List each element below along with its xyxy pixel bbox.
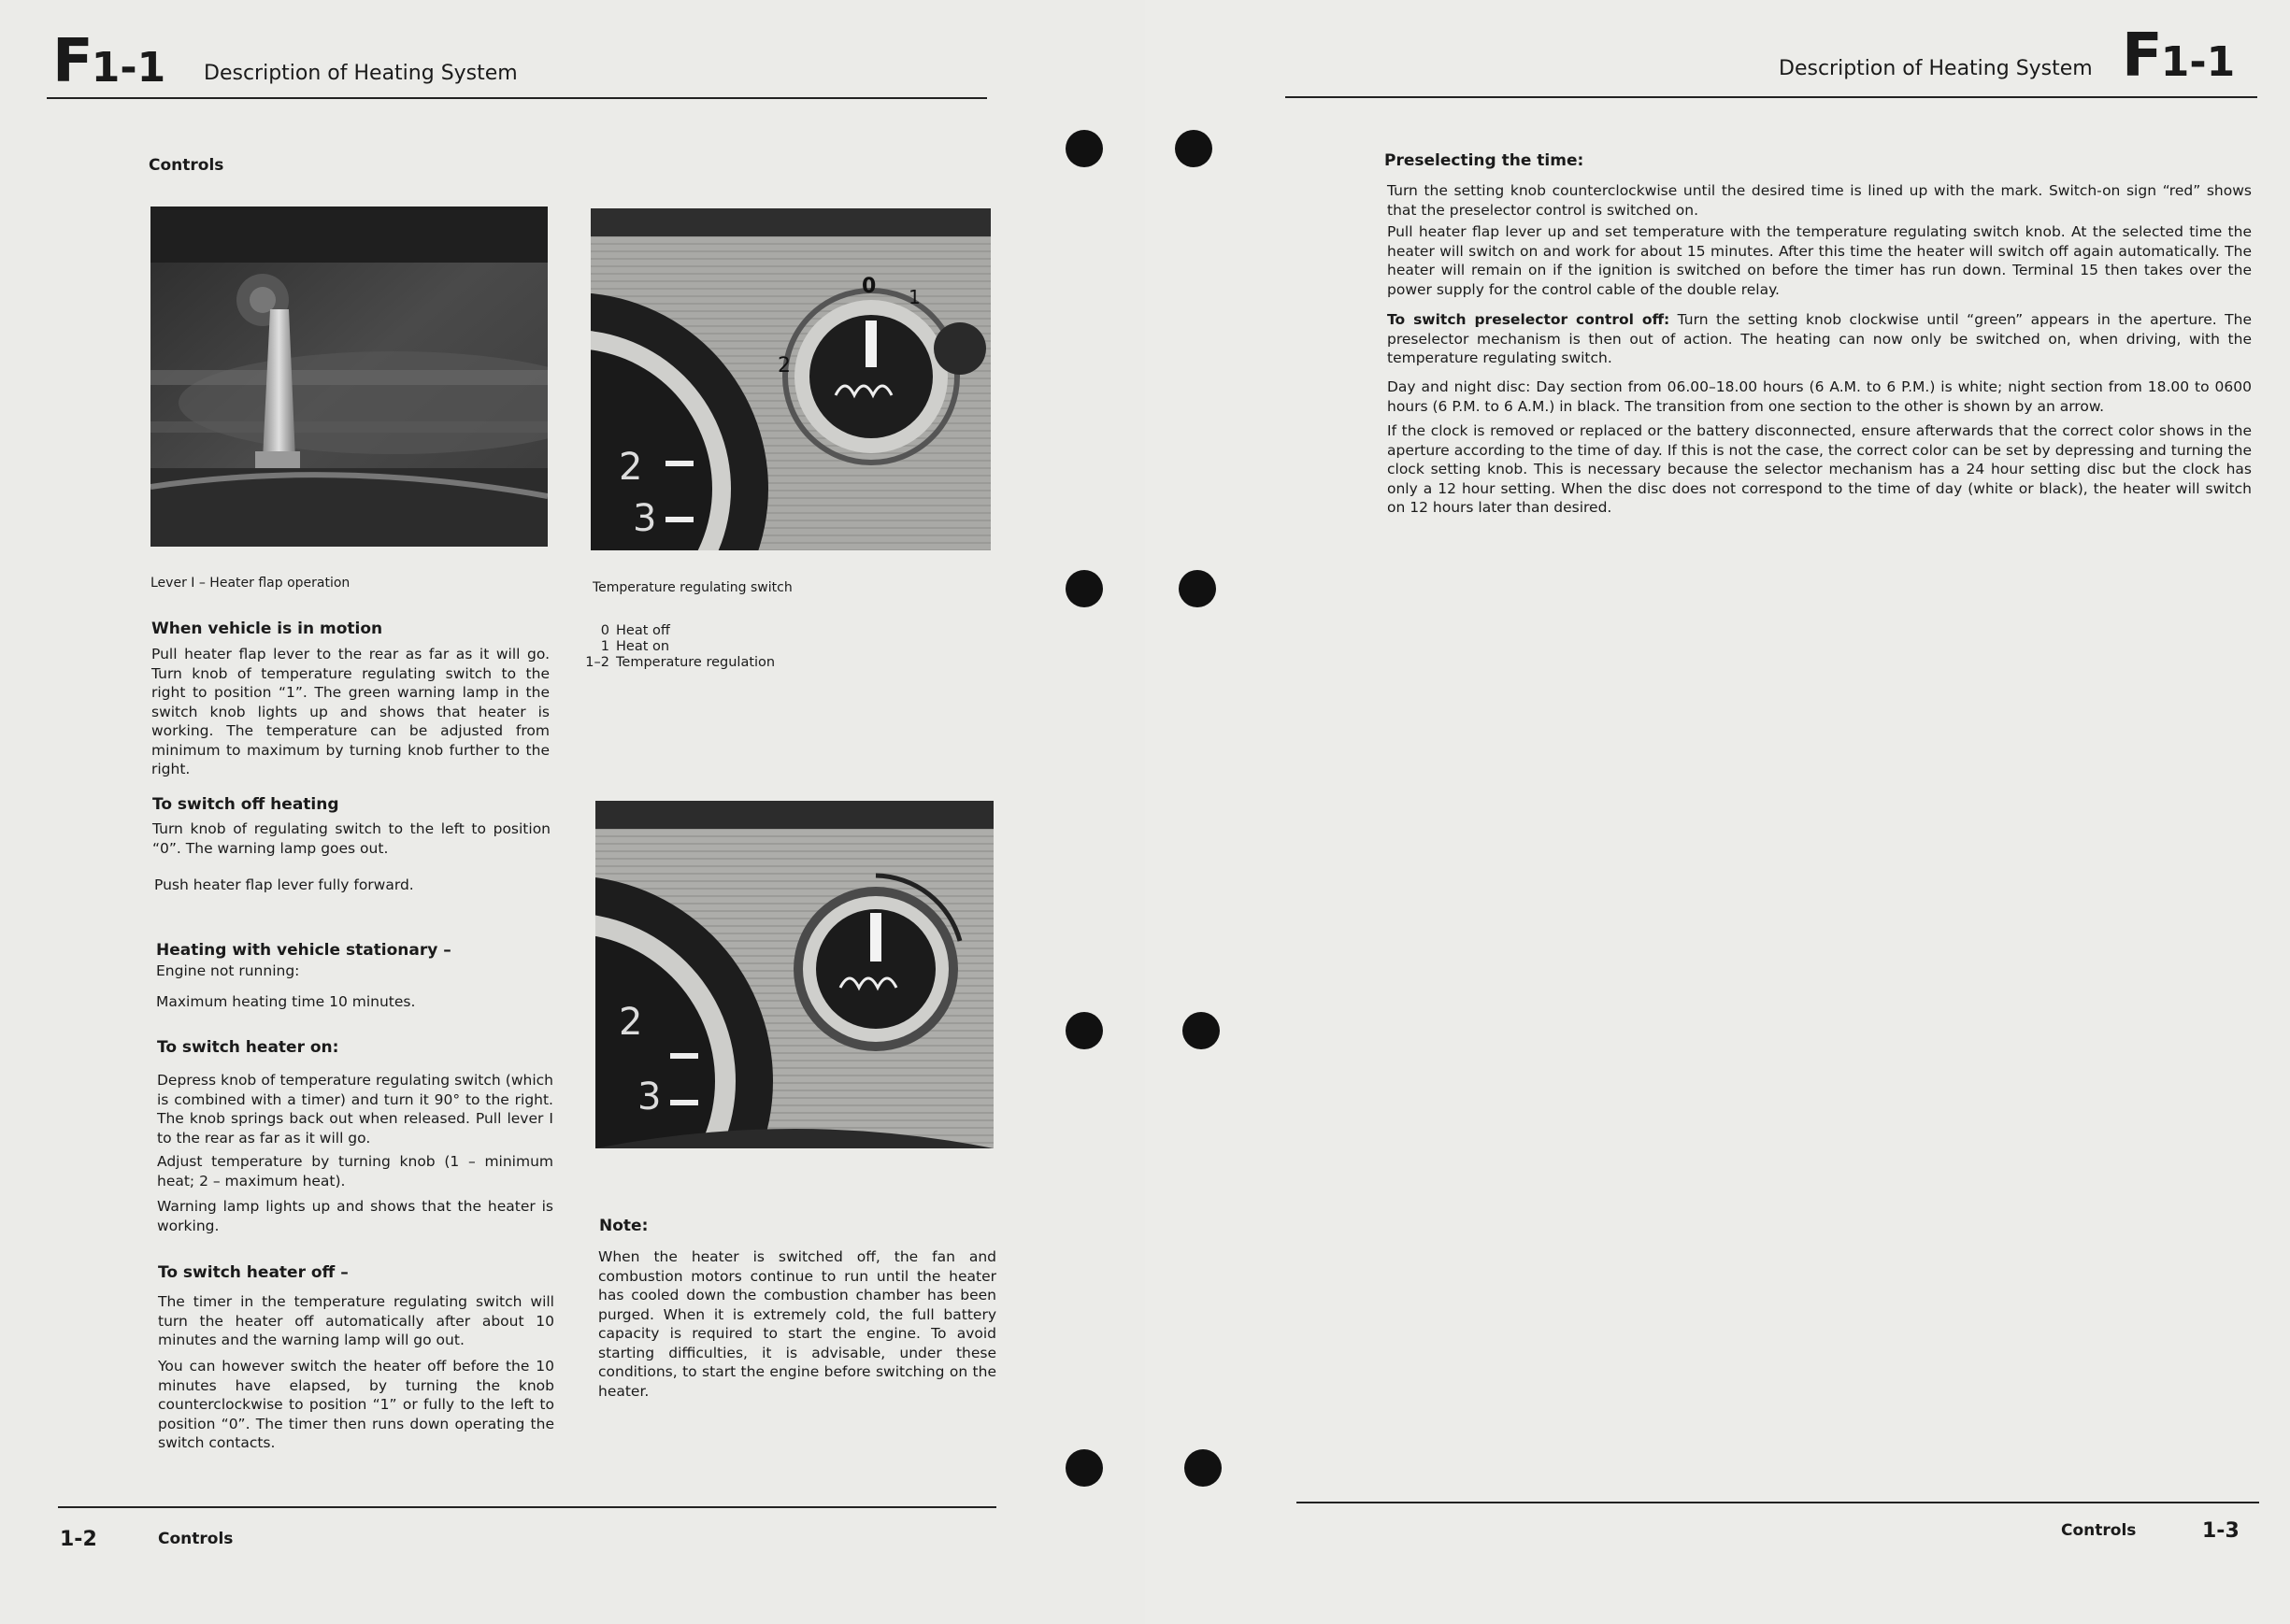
legend-row: 1 Heat on: [600, 639, 670, 654]
gauge-label-3: 3: [633, 497, 657, 540]
stationary-heading: Heating with vehicle stationary –: [156, 941, 451, 960]
binder-hole: [1066, 1012, 1103, 1049]
switch-legend: [585, 623, 775, 671]
switch-off-heating-text1: Turn knob of regulating switch to the left to position “0”. The warning lamp goes out.: [152, 820, 551, 857]
temperature-switch-photo: [591, 208, 991, 550]
binder-hole: [1066, 570, 1103, 607]
footer-label-left: Controls: [158, 1530, 234, 1548]
legend-row: 0 Heat off: [600, 623, 670, 638]
switch-on-text3: Warning lamp lights up and shows that the heater is working.: [157, 1198, 553, 1234]
legend-row: 1–2 Temperature regulation: [585, 655, 776, 670]
switch-on-text2: Adjust temperature by turning knob (1 – minimum heat; 2 – maximum heat).: [157, 1153, 553, 1190]
footer-rule-left: [58, 1506, 996, 1508]
switch-off-heater-text1: The timer in the temperature regulating switch will turn the heater off automatically after about 10 minutes and the warning lamp will go out.: [158, 1293, 554, 1348]
binder-hole: [1179, 570, 1216, 607]
switch-off-heating-text2: Push heater flap lever fully forward.: [154, 876, 414, 893]
page-number-left: 1-2: [60, 1528, 97, 1551]
switch-on-text1: Depress knob of temperature regulating switch (which is combined with a timer) and turn it 90° to the right. The knob springs back out when released. Pull lever I to the rear as far as it will go.: [157, 1072, 553, 1147]
section-code-right: F1-1: [2122, 21, 2236, 91]
binder-hole: [1182, 1012, 1220, 1049]
photo1-caption: Lever I – Heater flap operation: [150, 576, 351, 591]
switch-on-heading: To switch heater on:: [157, 1038, 339, 1057]
dial-label-0: 0: [862, 275, 877, 298]
switch-off-heater-heading: To switch heater off –: [158, 1263, 349, 1282]
note-heading: Note:: [599, 1217, 649, 1235]
switch-off-heater-text2: You can however switch the heater off before the 10 minutes have elapsed, by turning the knob counterclockwise to position “1” or fully to the left to position “0”. The timer then runs down operating the switch contacts.: [158, 1358, 554, 1451]
gauge-label-2-closeup: 2: [619, 1001, 643, 1044]
note-text: When the heater is switched off, the fan and combustion motors continue to run until the heater has cooled down the combustion chamber has been purged. When it is extremely cold, the full battery capacity is required to start the engine. To avoid starting difficulties, it is advisable, under these conditions, to start the engine before switching on the heater.: [598, 1248, 996, 1400]
heater-lever-photo: [150, 207, 548, 547]
day-night-text: Day and night disc: Day section from 06.00–18.00 hours (6 A.M. to 6 P.M.) is white; night section from 18.00 to 0600 hours (6 P.M. to 6 A.M.) in black. The transition from one section to the other is shown by an arrow.: [1387, 378, 2252, 415]
header-rule-right: [1285, 96, 2257, 98]
motion-heading: When vehicle is in motion: [151, 620, 383, 638]
stationary-sub: Engine not running:: [156, 962, 300, 979]
footer-label-right: Controls: [2061, 1521, 2137, 1540]
binder-hole: [1175, 130, 1212, 167]
right-page: [1145, 0, 2290, 1624]
dial-label-1: 1: [909, 286, 921, 308]
stationary-text: Maximum heating time 10 minutes.: [156, 993, 416, 1010]
preselect-off-text: [1387, 310, 2252, 368]
gauge-label-2: 2: [619, 446, 643, 489]
photo2-caption: Temperature regulating switch: [593, 580, 793, 595]
gauge-label-3-closeup: 3: [637, 1076, 662, 1118]
switch-off-heating-heading: To switch off heating: [152, 795, 339, 814]
section-code-left: F1-1: [52, 27, 166, 96]
binder-hole: [1184, 1449, 1222, 1487]
switch-closeup-photo: [595, 801, 994, 1148]
preselect-text1: Turn the setting knob counterclockwise until the desired time is lined up with the mark. Switch-on sign “red” shows that the preselector control is switched on.: [1387, 182, 2252, 219]
controls-heading: Controls: [149, 156, 224, 175]
preselect-heading: Preselecting the time:: [1384, 151, 1584, 170]
motion-text: Pull heater flap lever to the rear as far as it will go. Turn knob of temperature regulating switch to the right to position “1”. The green warning lamp in the switch knob lights up and shows that heater is working. The temperature can be adjusted from minimum to maximum by turning knob further to the right.: [151, 646, 550, 777]
header-title-left: Description of Heating System: [204, 62, 518, 85]
preselect-text2: Pull heater flap lever up and set temperature with the temperature regulating switch knob. At the selected time the heater will switch on and work for about 15 minutes. After this time the heater will switch off again automatically. The heater will remain on if the ignition is switched on before the timer has run down. Terminal 15 then takes over the power supply for the control cable of the double relay.: [1387, 223, 2252, 298]
header-title-right: Description of Heating System: [1779, 57, 2093, 80]
page-number-right: 1-3: [2202, 1519, 2240, 1543]
preselect-off-label: To switch preselector control off:: [1387, 311, 1670, 328]
binder-hole: [1066, 130, 1103, 167]
preselect-off-body: Turn the setting knob clockwise until “green” appears in the aperture. The preselector mechanism is then out of action. The heating can now only be switched on, when driving, with the temperature regulating switch.: [1387, 311, 2252, 366]
binder-hole: [1066, 1449, 1103, 1487]
footer-rule-right: [1296, 1502, 2259, 1503]
dial-label-2: 2: [778, 354, 791, 378]
header-rule-left: [47, 97, 987, 99]
clock-reset-text: If the clock is removed or replaced or the battery disconnected, ensure afterwards that the correct color shows in the aperture according to the time of day. If this is not the case, the correct color can be set by depressing and turning the clock setting knob. This is necessary because the selector mechanism has a 24 hour setting disc but the clock has only a 12 hour setting. When the disc does not correspond to the time of day (white or black), the heater will switch on 12 hours later than desired.: [1387, 422, 2252, 516]
